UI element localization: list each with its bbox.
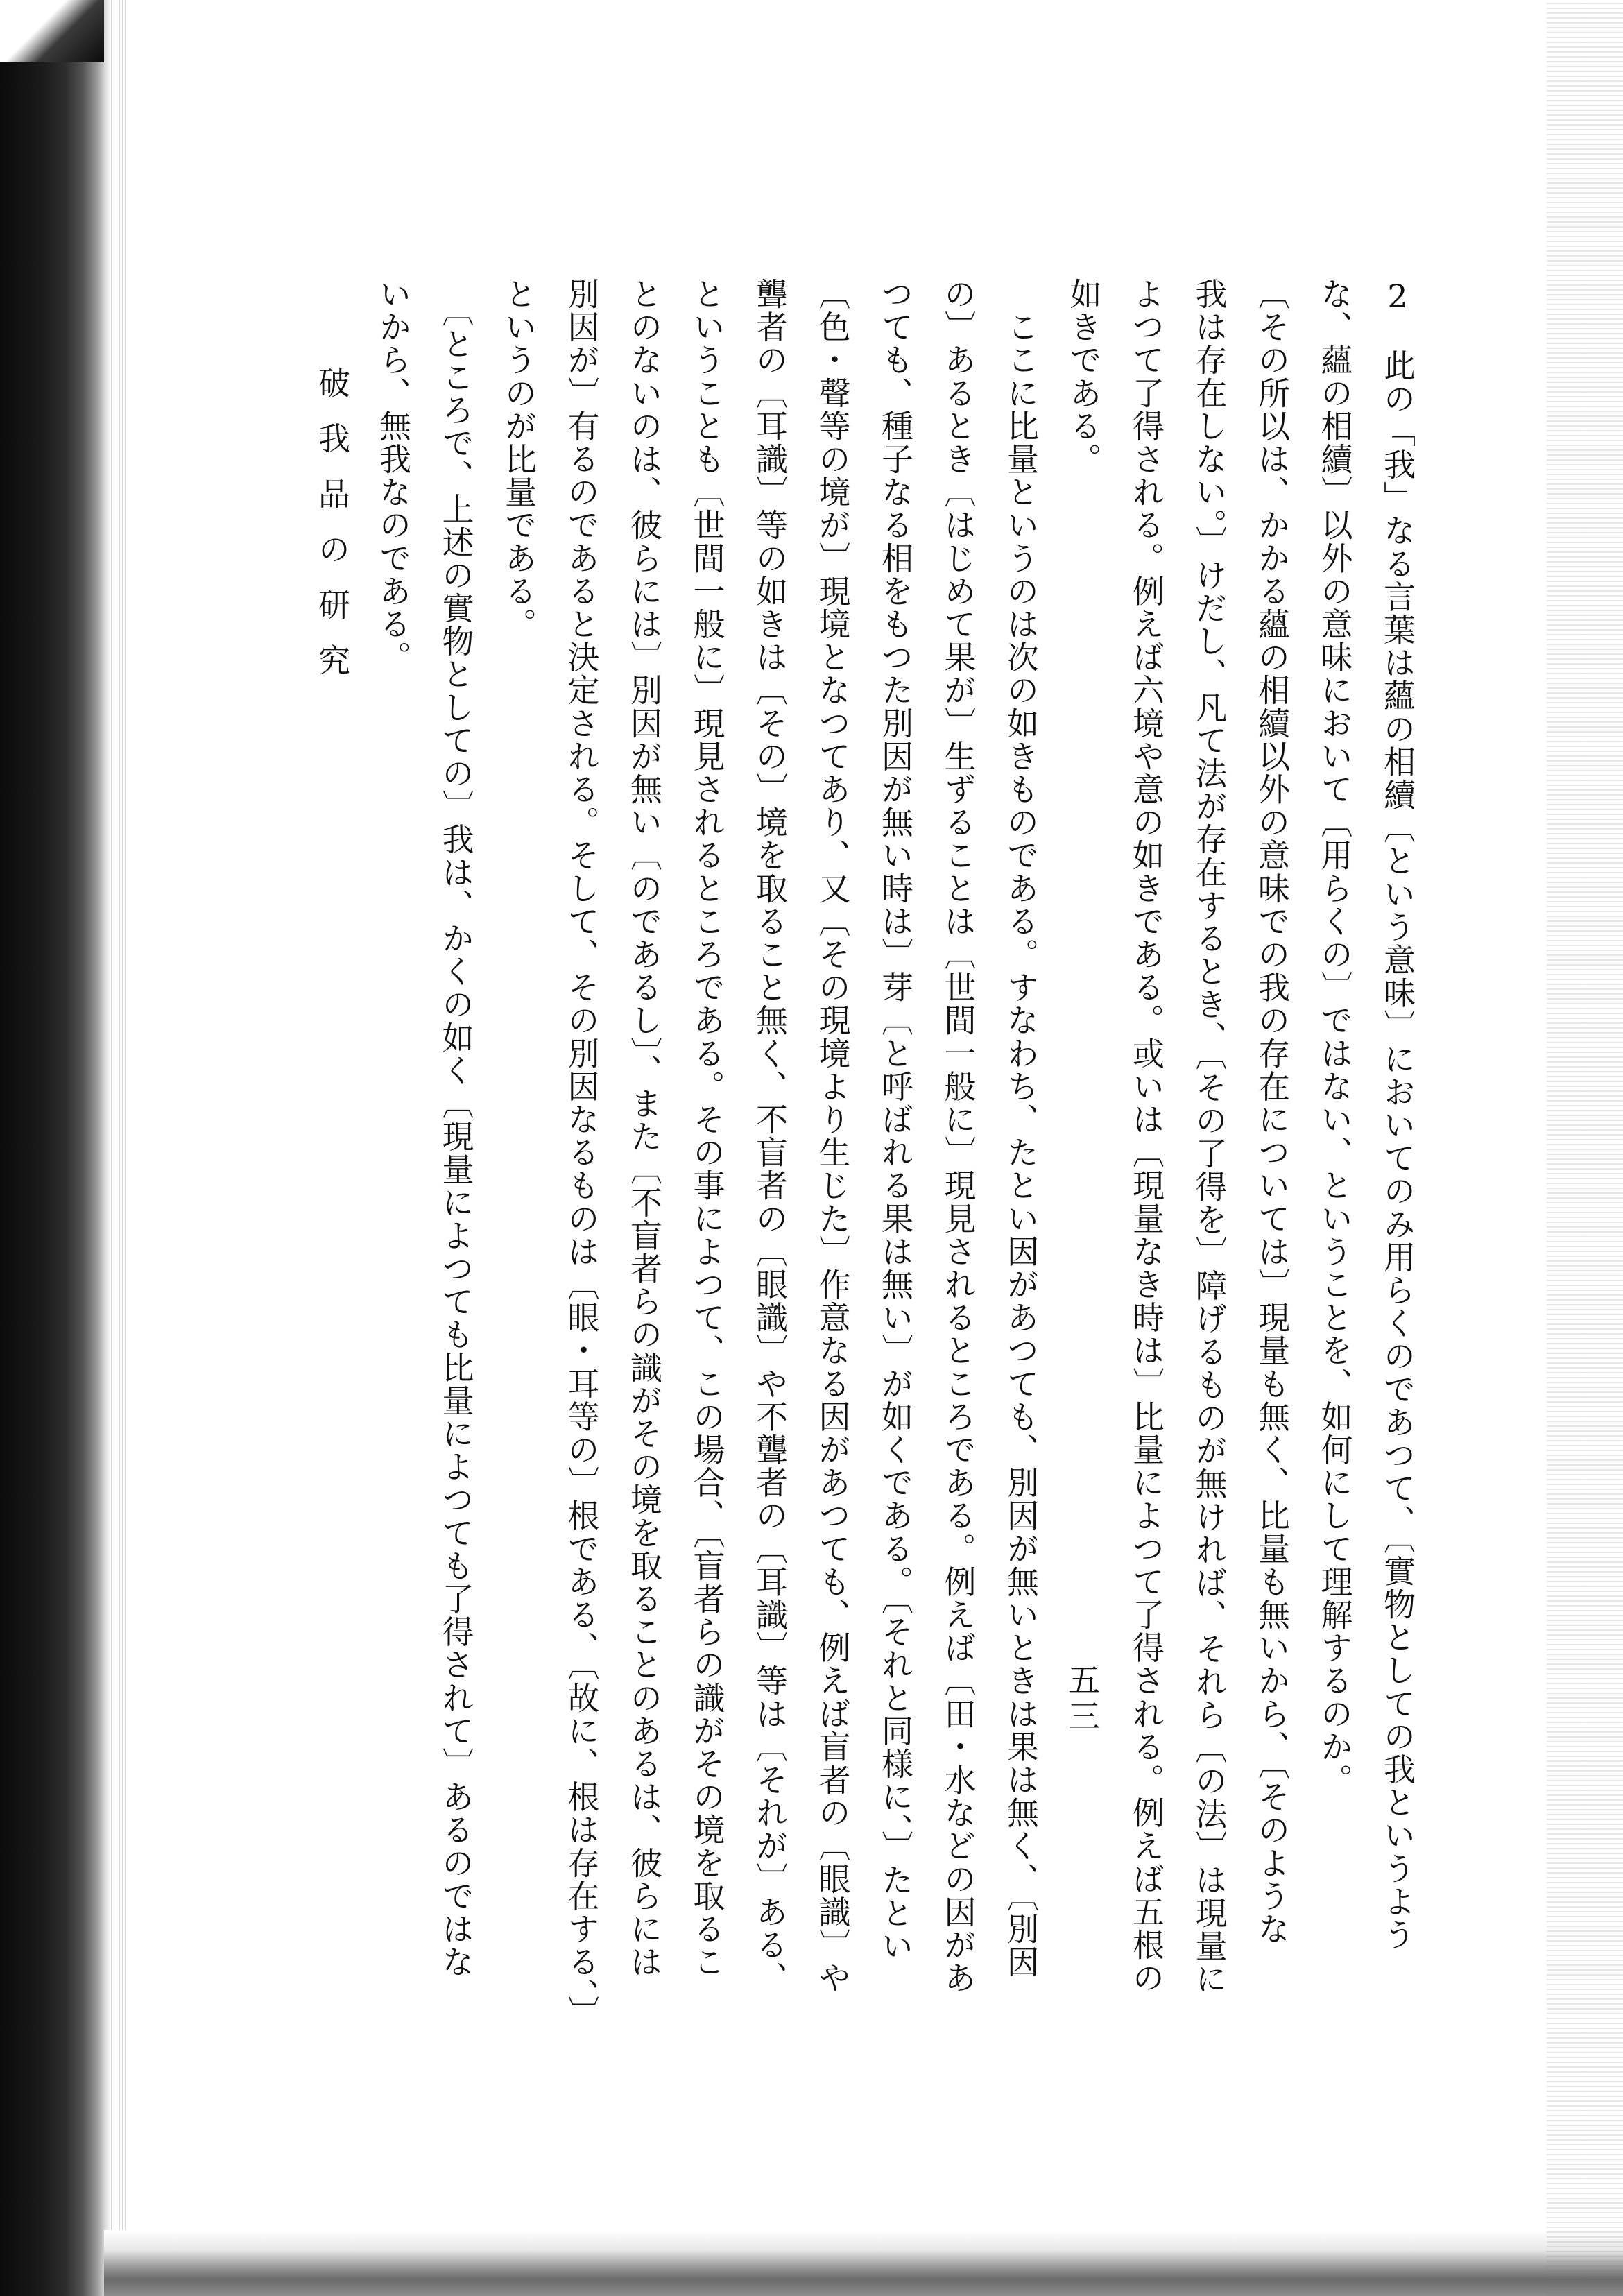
text-line: の〕あるとき〔はじめて果が〕生ずることは〔世間一般に〕現見されるところである。例えば〔田・水などの因があ [939,277,977,1995]
book-binding-shadow [0,0,111,2296]
text-line: 2 此の「我」なる言葉は蘊の相續〔という意味〕においてのみ用らくのであつて、〔實物としての我というよう [1379,277,1416,1951]
text-line: つても、種子なる相をもつた別因が無い時は〕芽〔と呼ばれる果は無い〕が如くである。〔それと同様に、〕たとい [877,277,914,1963]
text-line: 如きである。 [1065,277,1103,476]
text-line: いから、無我なのである。 [375,277,412,674]
text-line: 〔ところで、上述の實物としての〕我は、かくの如く〔現量によつても比量によつても了得されて〕あるのではな [437,277,475,1979]
text-line: 〔その所以は、かかる蘊の相續以外の意味での我の存在については〕現量も無く、比量も無いから、〔そのような [1253,277,1291,1946]
text-line: とのないのは、彼らには〕別因が無い〔のであるし〕、また〔不盲者らの識がその境を取ることのあるは、彼らには [626,277,663,1979]
running-title: 破我品の研究 [314,366,351,699]
text-line: 我は存在しない。〕けだし、凡て法が存在するとき、〔その了得を〕障げるものが無ければ、それら〔の法〕は現量に [1190,277,1228,1996]
scan-bottom-edge [104,2230,1623,2296]
text-line: 聾者の〔耳識〕等の如きは〔その〕境を取ること無く、不盲者の〔眼識〕や不聾者の〔耳識〕等は〔それが〕ある、 [751,277,789,1995]
text-line: よつて了得される。例えば六境や意の如きである。或いは〔現量なき時は〕比量によつて了得される。例えば五根の [1128,277,1165,1995]
text-line: ここに比量というのは次の如きものである。すなわち、たとい因があつても、別因が無いときは果は無く、〔別因 [1002,277,1040,1979]
text-line: というのが比量である。 [500,277,538,641]
text-line: な、蘊の相續〕以外の意味において〔用らくの〕ではない、ということを、如何にして理解するのか。 [1316,277,1354,1797]
scan-corner-shadow [0,0,104,62]
body-text [375,277,1429,2029]
scan-right-edge-noise [1547,0,1623,2296]
text-line: 〔色・聲等の境が〕現境となつてあり、又〔その現境より生じた〕作意なる因があつても、例えば盲者の〔眼識〕や [814,277,852,1995]
page-number: 五三 [1063,1663,1101,1736]
text-line: 別因が〕有るのであると決定される。そして、その別因なるものは〔眼・耳等の〕根である、〔故に、根は存在する、〕 [563,277,601,2029]
binding-edge-lines [111,0,126,2296]
text-line: ということも〔世間一般に〕現見されるところである。その事によつて、この場合、〔盲者らの識がその境を取るこ [688,277,726,1979]
